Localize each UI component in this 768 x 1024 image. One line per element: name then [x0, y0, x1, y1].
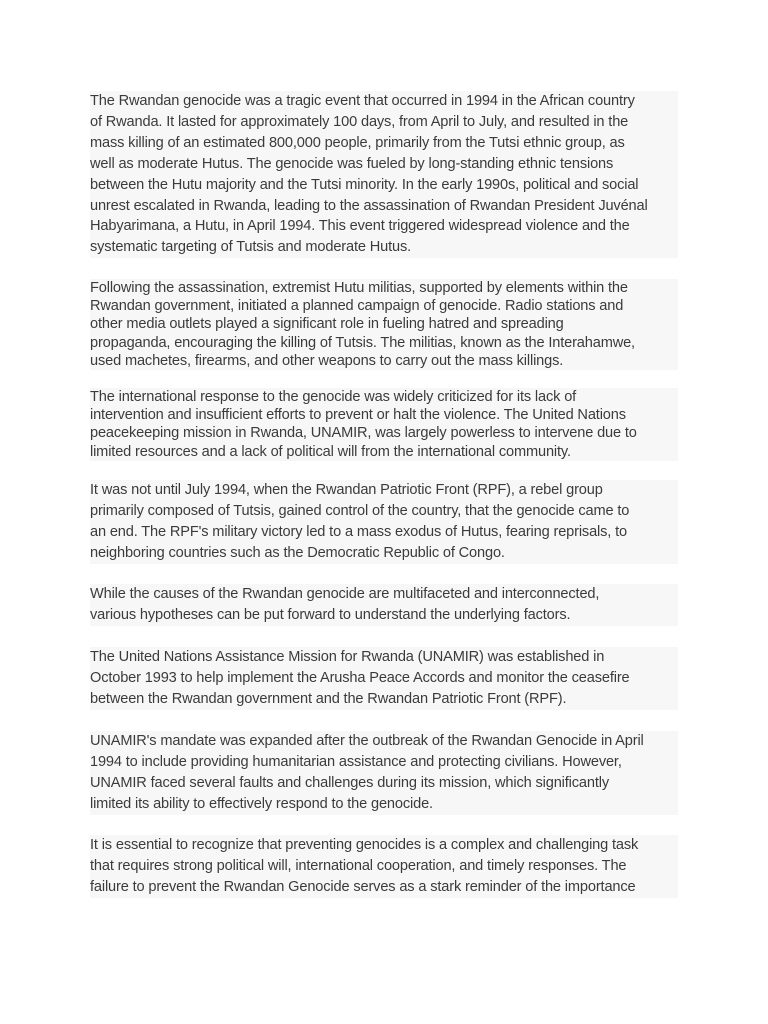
paragraph-4: It was not until July 1994, when the Rwandan Patriotic Front (RPF), a rebel group primarily composed of Tutsis, gained control of the country, that the genocide came to an end. The RPF's military victory led to a mass exodus of Hutus, fearing reprisals, to neighboring countries such as the Democratic Republic of Congo.	[90, 480, 678, 564]
paragraph-7: UNAMIR's mandate was expanded after the outbreak of the Rwandan Genocide in April 1994 to include providing humanitarian assistance and protecting civilians. However, UNAMIR faced several faults and challenges during its mission, which significantly limited its ability to effectively respond to the genocide.	[90, 731, 678, 815]
paragraph-8: It is essential to recognize that preventing genocides is a complex and challenging task that requires strong political will, international cooperation, and timely responses. The failure to prevent the Rwandan Genocide serves as a stark reminder of the importance	[90, 835, 678, 898]
paragraph-2: Following the assassination, extremist Hutu militias, supported by elements within the Rwandan government, initiated a planned campaign of genocide. Radio stations and other media outlets played a significant role in fueling hatred and spreading propaganda, encouraging the killing of Tutsis. The militias, known as the Interahamwe, used machetes, firearms, and other weapons to carry out the mass killings.	[90, 279, 678, 370]
paragraph-6: The United Nations Assistance Mission for Rwanda (UNAMIR) was established in October 1993 to help implement the Arusha Peace Accords and monitor the ceasefire between the Rwandan government and the Rwandan Patriotic Front (RPF).	[90, 647, 678, 710]
paragraph-1: The Rwandan genocide was a tragic event that occurred in 1994 in the African country of Rwanda. It lasted for approximately 100 days, from April to July, and resulted in the mass killing of an estimated 800,000 people, primarily from the Tutsi ethnic group, as well as moderate Hutus. The genocide was fueled by long-standing ethnic tensions between the Hutu majority and the Tutsi minority. In the early 1990s, political and social unrest escalated in Rwanda, leading to the assassination of Rwandan President Juvénal Habyarimana, a Hutu, in April 1994. This event triggered widespread violence and the systematic targeting of Tutsis and moderate Hutus.	[90, 91, 678, 258]
paragraph-5: While the causes of the Rwandan genocide are multifaceted and interconnected, various hypotheses can be put forward to understand the underlying factors.	[90, 584, 678, 626]
paragraph-3: The international response to the genocide was widely criticized for its lack of intervention and insufficient efforts to prevent or halt the violence. The United Nations peacekeeping mission in Rwanda, UNAMIR, was largely powerless to intervene due to limited resources and a lack of political will from the international community.	[90, 388, 678, 461]
